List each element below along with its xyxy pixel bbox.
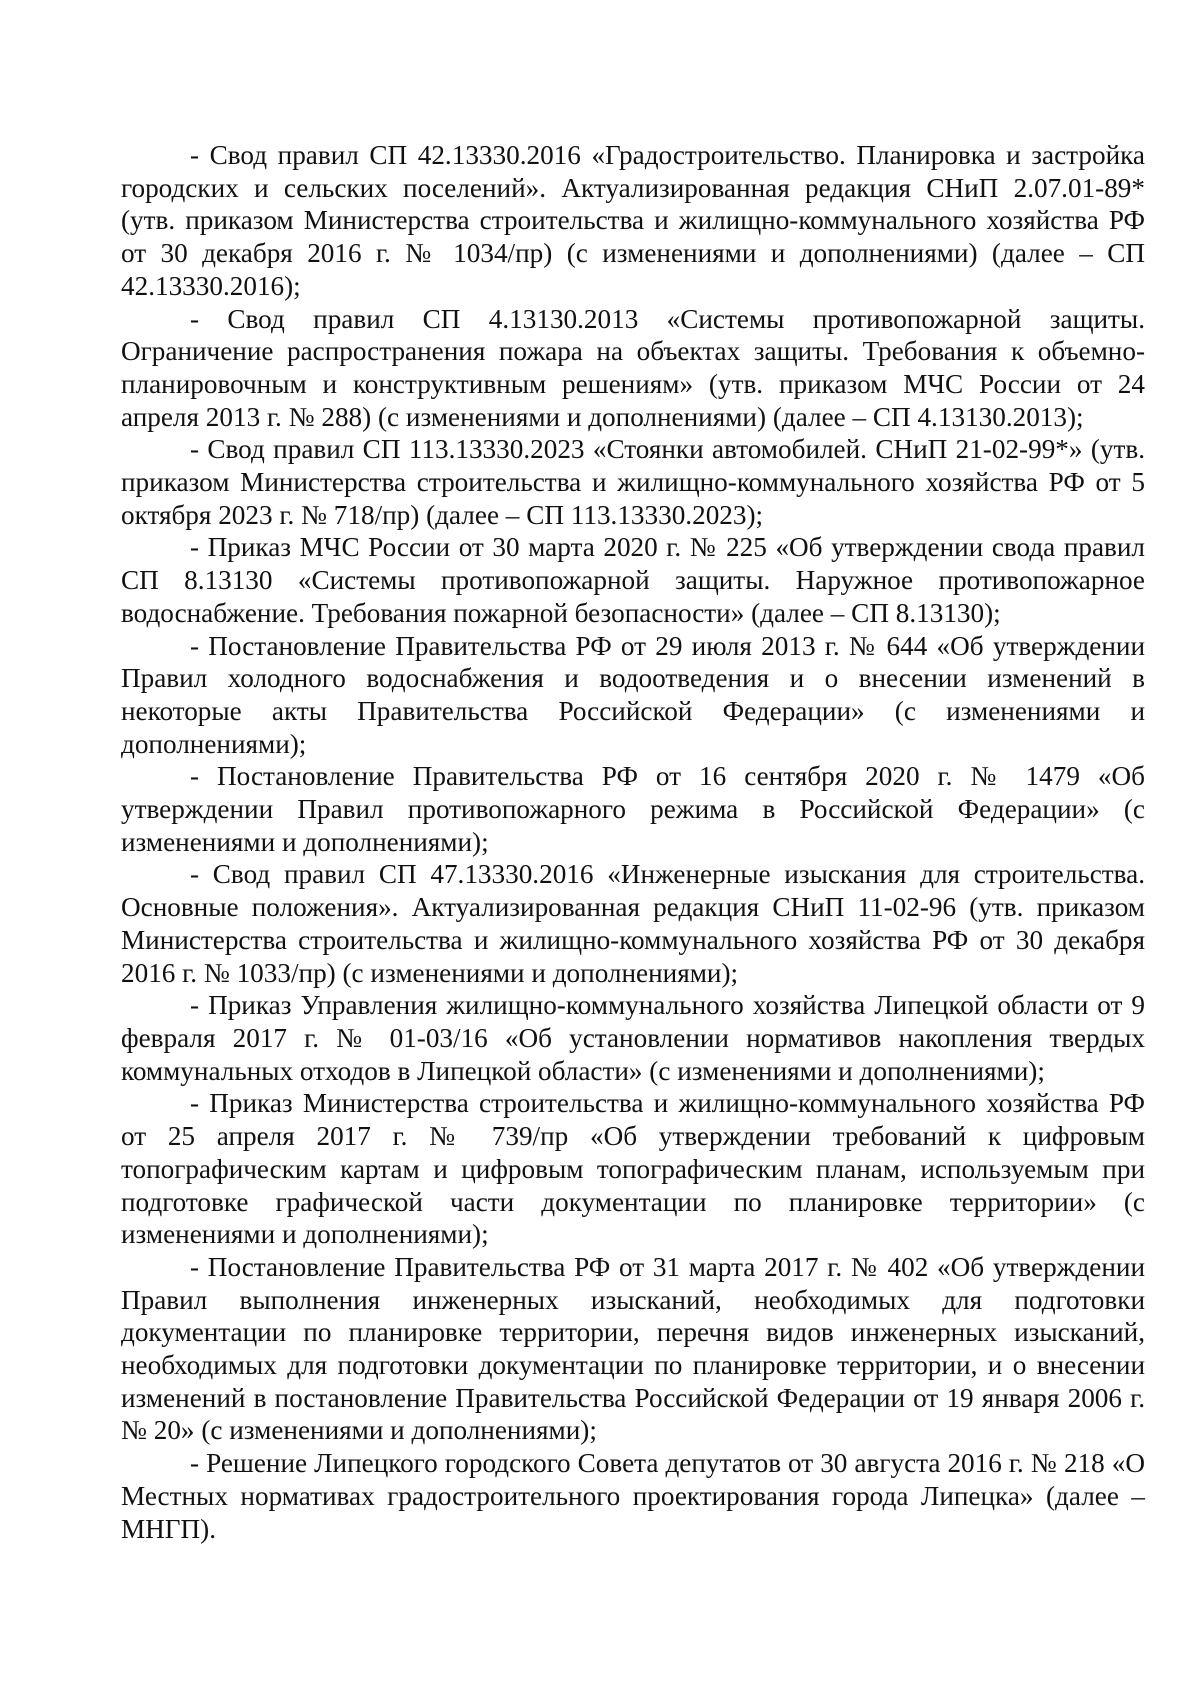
list-item: - Приказ Управления жилищно-коммунального хозяйства Липецкой области от 9 февраля 2017 г. № 01-03/16 «Об установлении нормативов накопления твердых коммунальных отходов в Липецкой области» (с изменениями и дополнениями);	[121, 990, 1145, 1086]
list-item: - Постановление Правительства РФ от 16 сентября 2020 г. № 1479 «Об утверждении Правил противопожарного режима в Российской Федерации» (с изменениями и дополнениями);	[121, 761, 1145, 857]
list-item: - Свод правил СП 113.13330.2023 «Стоянки автомобилей. СНиП 21-02-99*» (утв. приказом Министерства строительства и жилищно-коммунального хозяйства РФ от 5 октября 2023 г. № 718/пр) (далее – СП 113.13330.2023);	[121, 434, 1145, 530]
document-body	[121, 139, 1145, 1545]
list-item: - Приказ МЧС России от 30 марта 2020 г. № 225 «Об утверждении свода правил СП 8.13130 «Системы противопожарной защиты. Наружное противопожарное водоснабжение. Требования пожарной безопасности» (далее – СП 8.13130);	[121, 532, 1145, 628]
list-item: - Постановление Правительства РФ от 29 июля 2013 г. № 644 «Об утверждении Правил холодного водоснабжения и водоотведения и о внесении изменений в некоторые акты Правительства Российской Федерации» (с изменениями и дополнениями);	[121, 630, 1145, 759]
list-item: - Приказ Министерства строительства и жилищно-коммунального хозяйства РФ от 25 апреля 2017 г. № 739/пр «Об утверждении требований к цифровым топографическим картам и цифровым топографическим планам, используемым при подготовке графической части документации по планировке территории» (с изменениями и дополнениями);	[121, 1088, 1145, 1250]
list-item: - Свод правил СП 42.13330.2016 «Градостроительство. Планировка и застройка городских и сельских поселений». Актуализированная редакция СНиП 2.07.01-89* (утв. приказом Министерства строительства и жилищно-коммунального хозяйства РФ от 30 декабря 2016 г. № 1034/пр) (с изменениями и дополнениями) (далее – СП 42.13330.2016);	[121, 140, 1145, 301]
list-item: - Постановление Правительства РФ от 31 марта 2017 г. № 402 «Об утверждении Правил выполнения инженерных изысканий, необходимых для подготовки документации по планировке территории, перечня видов инженерных изысканий, необходимых для подготовки документации по планировке территории, и о внесении изменений в постановление Правительства Российской Федерации от 19 января 2006 г. № 20» (с изменениями и дополнениями);	[121, 1251, 1145, 1446]
list-item: - Свод правил СП 4.13130.2013 «Системы противопожарной защиты. Ограничение распространения пожара на объектах защиты. Требования к объемно-планировочным и конструктивным решениям» (утв. приказом МЧС России от 24 апреля 2013 г. № 288) (с изменениями и дополнениями) (далее – СП 4.13130.2013);	[121, 303, 1145, 432]
list-item: - Свод правил СП 47.13330.2016 «Инженерные изыскания для строительства. Основные положения». Актуализированная редакция СНиП 11-02-96 (утв. приказом Министерства строительства и жилищно-коммунального хозяйства РФ от 30 декабря 2016 г. № 1033/пр) (с изменениями и дополнениями);	[121, 859, 1145, 988]
list-item: - Решение Липецкого городского Совета депутатов от 30 августа 2016 г. № 218 «О Местных нормативах градостроительного проектирования города Липецка» (далее – МНГП).	[121, 1448, 1145, 1544]
